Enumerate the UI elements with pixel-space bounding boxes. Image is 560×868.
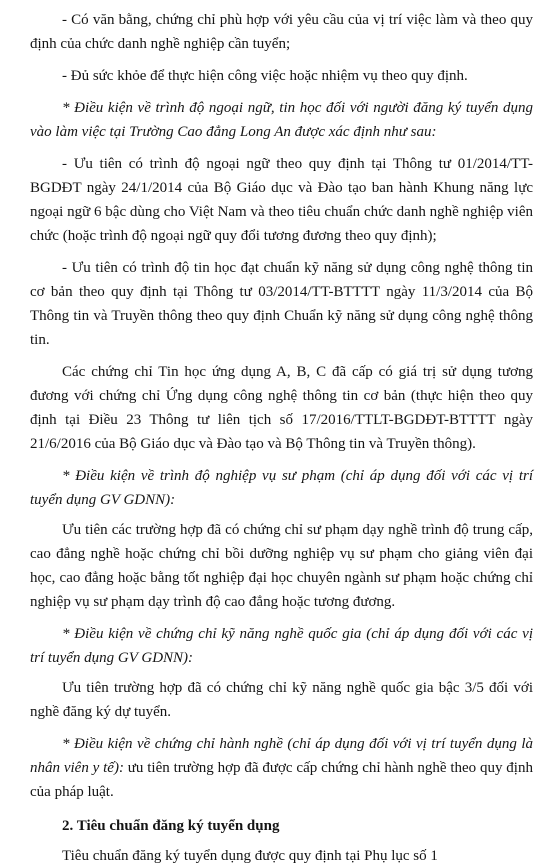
section-heading: 2. Tiêu chuẩn đăng ký tuyển dụng (62, 818, 280, 834)
paragraph-registration-standard: Tiêu chuẩn đăng ký tuyển dụng được quy định tại Phụ lục số 1 (62, 848, 438, 864)
paragraph-language: - Ưu tiên có trình độ ngoại ngữ theo quy định tại Thông tư 01/2014/TT-BGDĐT ngày 24/1/2014 của Bộ Giáo dục và Đào tạo ban hành Khung năng lực ngoại ngữ 6 bậc dùng cho Việt Nam và theo tiêu chuẩn chức danh nghề nghiệp viên chức (hoặc trình độ ngoại ngữ quy đổi tương đương theo quy định); (30, 156, 533, 244)
paragraph-it: - Ưu tiên có trình độ tin học đạt chuẩn kỹ năng sử dụng công nghệ thông tin cơ bản theo quy định tại Thông tư 03/2014/TT-BTTTT ngày 11/3/2014 của Bộ Thông tin và Truyền thông theo quy định Chuẩn kỹ năng sử dụng công nghệ thông tin. (30, 260, 533, 348)
paragraph-practice-certificate (30, 732, 533, 804)
heading-language-it-conditions: * Điều kiện về trình độ ngoại ngữ, tin học đối với người đăng ký tuyển dụng vào làm việc tại Trường Cao đẳng Long An được xác định như sau: (30, 100, 533, 140)
paragraph-it-certificates: Các chứng chỉ Tin học ứng dụng A, B, C đã cấp có giá trị sử dụng tương đương với chứng chỉ Ứng dụng công nghệ thông tin cơ bản (thực hiện theo quy định tại Điều 23 Thông tư liên tịch số 17/2016/TTLT-BGDĐT-BTTTT ngày 21/6/2016 của Bộ Giáo dục và Đào tạo và Bộ Thông tin và Truyền thông). (30, 364, 533, 452)
heading-pedagogy-conditions: * Điều kiện về trình độ nghiệp vụ sư phạm (chỉ áp dụng đối với các vị trí tuyển dụng GV GDNN): (30, 468, 533, 508)
paragraph-health: - Đủ sức khỏe để thực hiện công việc hoặc nhiệm vụ theo quy định. (62, 68, 468, 84)
practice-certificate-text: ưu tiên trường hợp đã được cấp chứng chỉ hành nghề theo quy định của pháp luật. (30, 760, 533, 800)
practice-certificate-condition: * Điều kiện về chứng chỉ hành nghề (chỉ áp dụng đối với vị trí tuyển dụng là nhân viên y tế): (30, 736, 533, 776)
heading-vocational-skill-conditions: * Điều kiện về chứng chỉ kỹ năng nghề quốc gia (chỉ áp dụng đối với các vị trí tuyển dụng GV GDNN): (30, 626, 533, 666)
paragraph-vocational-skill: Ưu tiên trường hợp đã có chứng chỉ kỹ năng nghề quốc gia bậc 3/5 đối với nghề đăng ký dự tuyển. (30, 680, 533, 720)
paragraph-pedagogy: Ưu tiên các trường hợp đã có chứng chỉ sư phạm dạy nghề trình độ trung cấp, cao đẳng nghề hoặc chứng chỉ bồi dưỡng nghiệp vụ sư phạm cho giảng viên đại học, cao đẳng hoặc bằng tốt nghiệp đại học chuyên ngành sư phạm hoặc chứng chỉ nghiệp vụ sư phạm dạy trình độ cao đẳng hoặc tương đương. (30, 522, 533, 610)
paragraph-qualification: - Có văn bằng, chứng chỉ phù hợp với yêu cầu của vị trí việc làm và theo quy định của chức danh nghề nghiệp cần tuyển; (30, 12, 533, 52)
